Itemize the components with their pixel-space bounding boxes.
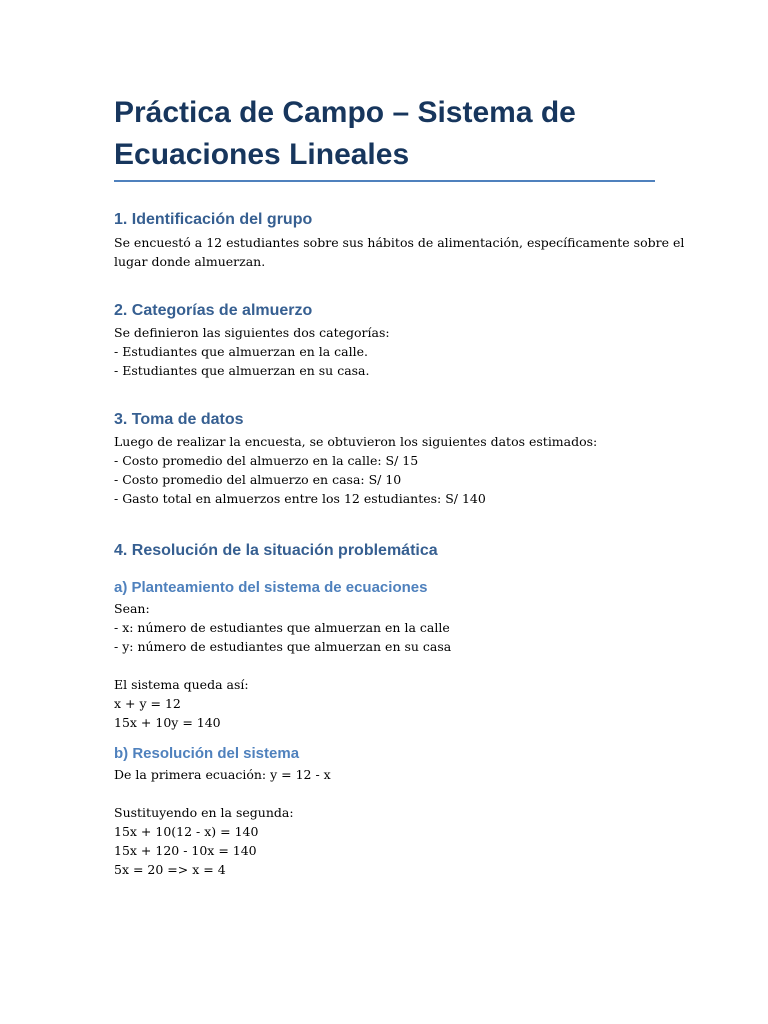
- equation-line: 5x = 20 => x = 4: [114, 862, 226, 877]
- section-1-text: [114, 233, 685, 271]
- subsection-a-heading: a) Planteamiento del sistema de ecuaciones: [114, 579, 428, 596]
- text-line: lugar donde almuerzan.: [114, 254, 266, 269]
- text-line: Se encuestó a 12 estudiantes sobre sus hábitos de alimentación, específicamente sobre el: [114, 235, 685, 250]
- document-title: [114, 92, 655, 182]
- section-3-heading: 3. Toma de datos: [114, 411, 244, 428]
- blank-line: [114, 656, 655, 675]
- text-line: Se definieron las siguientes dos categorías:: [114, 325, 390, 340]
- equation-line: 15x + 10y = 140: [114, 715, 221, 730]
- text-line: - Costo promedio del almuerzo en la calle: S/ 15: [114, 453, 419, 468]
- title-line-2: Ecuaciones Lineales: [114, 138, 410, 171]
- equation-line: 15x + 10(12 - x) = 140: [114, 824, 259, 839]
- text-line: - Gasto total en almuerzos entre los 12 estudiantes: S/ 140: [114, 491, 486, 506]
- section-3-text: [114, 432, 655, 508]
- blank-line: [114, 784, 655, 803]
- text-line: - y: número de estudiantes que almuerzan en su casa: [114, 639, 452, 654]
- text-line: De la primera ecuación: y = 12 - x: [114, 767, 331, 782]
- subsection-b-text: [114, 765, 655, 879]
- text-line: - Costo promedio del almuerzo en casa: S/ 10: [114, 472, 402, 487]
- title-line-1: Práctica de Campo – Sistema de: [114, 96, 576, 129]
- text-line: Sean:: [114, 601, 150, 616]
- section-4-heading: 4. Resolución de la situación problemática: [114, 542, 438, 559]
- text-line: - x: número de estudiantes que almuerzan en la calle: [114, 620, 450, 635]
- equation-line: 15x + 120 - 10x = 140: [114, 843, 257, 858]
- subsection-b-heading: b) Resolución del sistema: [114, 745, 300, 762]
- section-2-text: [114, 323, 655, 380]
- document-page: [114, 92, 685, 879]
- subsection-a-text: [114, 599, 655, 732]
- equation-line: x + y = 12: [114, 696, 181, 711]
- section-1-heading: 1. Identificación del grupo: [114, 211, 313, 228]
- text-line: El sistema queda así:: [114, 677, 249, 692]
- text-line: Luego de realizar la encuesta, se obtuvieron los siguientes datos estimados:: [114, 434, 598, 449]
- section-2-heading: 2. Categorías de almuerzo: [114, 302, 313, 319]
- text-line: - Estudiantes que almuerzan en su casa.: [114, 363, 370, 378]
- text-line: Sustituyendo en la segunda:: [114, 805, 294, 820]
- text-line: - Estudiantes que almuerzan en la calle.: [114, 344, 368, 359]
